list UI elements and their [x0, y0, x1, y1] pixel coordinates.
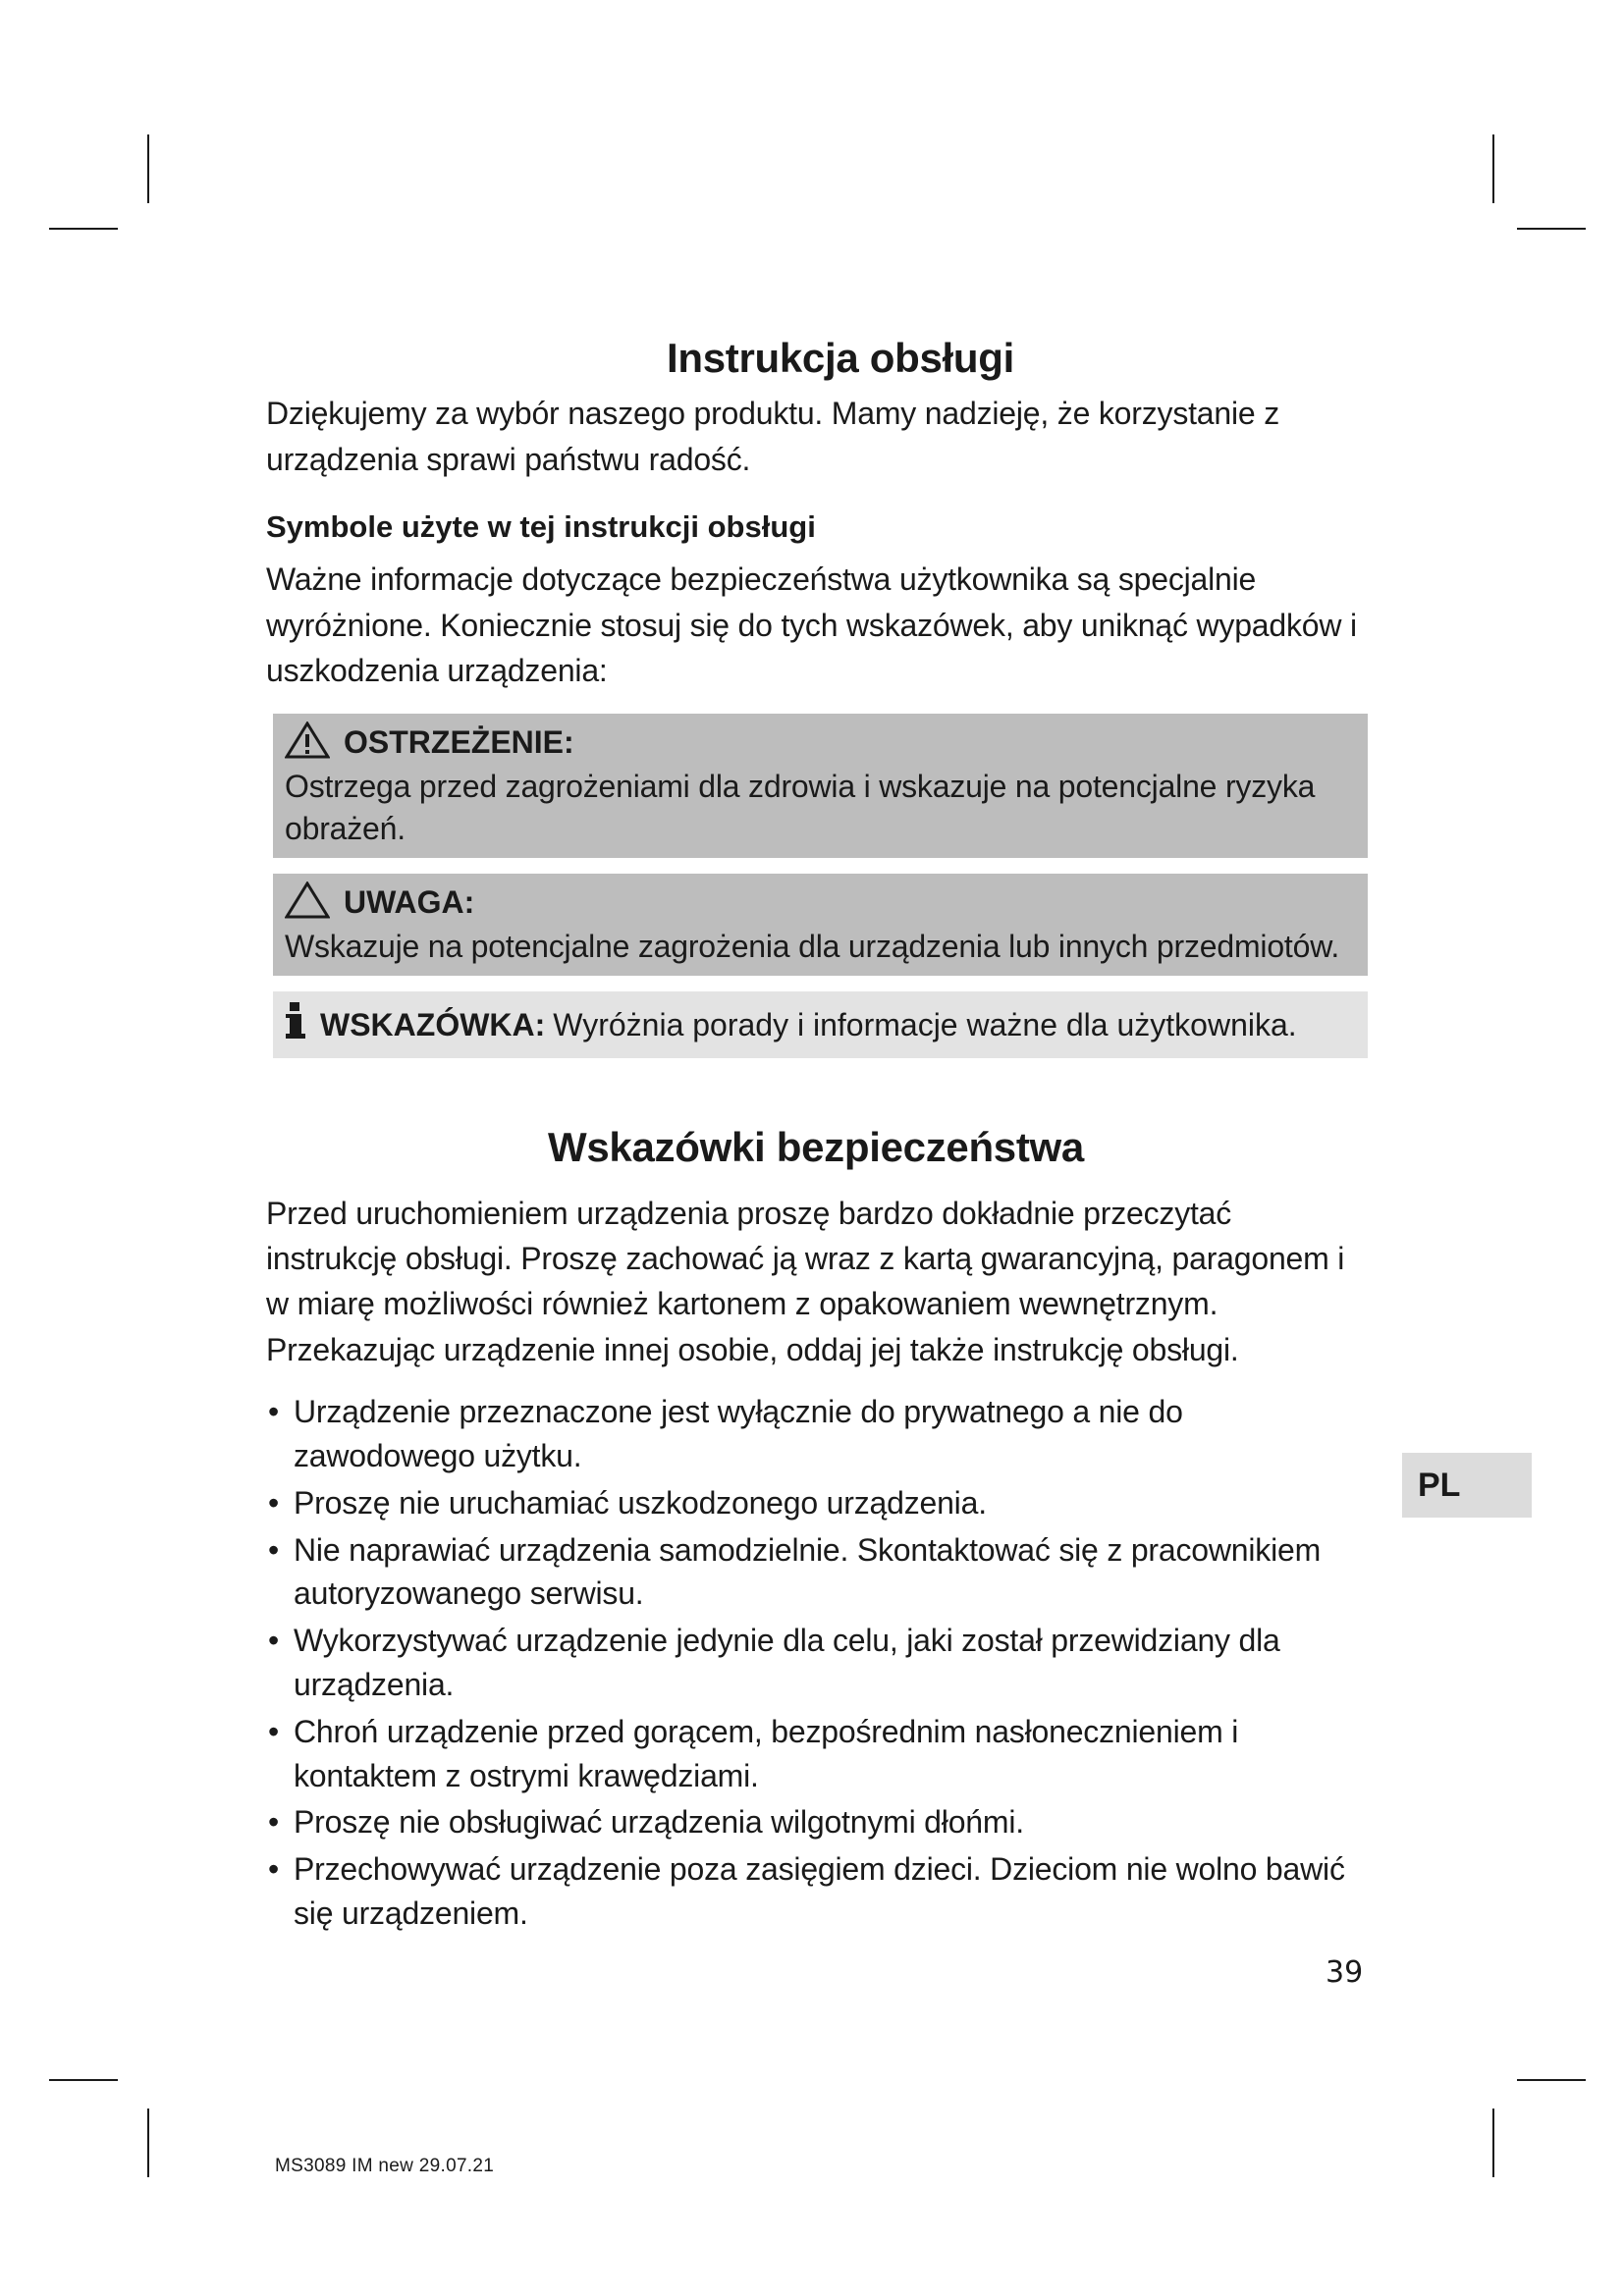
- caution-triangle-icon: [285, 881, 330, 924]
- list-item: • Proszę nie obsługiwać urządzenia wilgotnymi dłońmi.: [266, 1800, 1366, 1844]
- page-title: Instrukcja obsługi: [667, 335, 1014, 381]
- language-tab: PL: [1402, 1453, 1532, 1518]
- footer-code: MS3089 IM new 29.07.21: [275, 2156, 495, 2176]
- crop-mark: [1517, 2079, 1586, 2081]
- symbols-heading: Symbole użyte w tej instrukcji obsługi: [266, 509, 816, 545]
- page-content: [266, 334, 1366, 1939]
- warning-text: Ostrzega przed zagrożeniami dla zdrowia i wskazuje na potencjalne ryzyka obrażeń.: [285, 768, 1316, 846]
- list-item: • Proszę nie uruchamiać uszkodzonego urządzenia.: [266, 1481, 1366, 1525]
- safety-title: Wskazówki bezpieczeństwa: [548, 1124, 1084, 1171]
- safety-list: [266, 1390, 1366, 1936]
- list-item: • Nie naprawiać urządzenia samodzielnie. Skontaktować się z pracownikiem autoryzowanego serwisu.: [266, 1528, 1366, 1617]
- intro-paragraph: Dziękujemy za wybór naszego produktu. Mamy nadzieję, że korzystanie z urządzenia sprawi państwu radość.: [266, 396, 1279, 477]
- list-item: • Przechowywać urządzenie poza zasięgiem dzieci. Dzieciom nie wolno bawić się urządzeniem.: [266, 1847, 1366, 1936]
- symbols-paragraph: Ważne informacje dotyczące bezpieczeństwa użytkownika są specjalnie wyróżnione. Koniecznie stosuj się do tych wskazówek, aby uniknąć wypadków i uszkodzenia urządzenia:: [266, 561, 1357, 689]
- list-item: • Wykorzystywać urządzenie jedynie dla celu, jaki został przewidziany dla urządzenia.: [266, 1619, 1366, 1707]
- info-icon: [285, 1001, 306, 1048]
- caution-box: [273, 874, 1368, 976]
- safety-section: [266, 1123, 1366, 1936]
- list-item: • Urządzenie przeznaczone jest wyłącznie do prywatnego a nie do zawodowego użytku.: [266, 1390, 1366, 1478]
- page-number: 39: [1326, 1955, 1364, 1990]
- crop-mark: [147, 2109, 149, 2177]
- warning-title: OSTRZEŻENIE:: [344, 723, 574, 760]
- crop-mark: [49, 228, 118, 230]
- note-title: WSKAZÓWKA:: [320, 1006, 546, 1042]
- crop-mark: [1517, 228, 1586, 230]
- note-box: [273, 991, 1368, 1058]
- list-item: • Chroń urządzenie przed gorącem, bezpośrednim nasłonecznieniem i kontaktem z ostrymi krawędziami.: [266, 1710, 1366, 1798]
- note-text: Wyróżnia porady i informacje ważne dla użytkownika.: [553, 1006, 1297, 1042]
- warning-triangle-icon: [285, 721, 330, 764]
- warning-box: [273, 714, 1368, 858]
- crop-mark: [147, 134, 149, 203]
- crop-mark: [1492, 134, 1494, 203]
- safety-intro: Przed uruchomieniem urządzenia proszę bardzo dokładnie przeczytać instrukcję obsługi. Proszę zachować ją wraz z kartą gwarancyjną, paragonem i w miarę możliwości również kartonem z opakowaniem wewnętrznym. Przekazując urządzenie innej osobie, oddaj jej także instrukcję obsługi.: [266, 1195, 1345, 1367]
- crop-mark: [49, 2079, 118, 2081]
- caution-text: Wskazuje na potencjalne zagrożenia dla urządzenia lub innych przedmiotów.: [285, 929, 1340, 965]
- crop-mark: [1492, 2109, 1494, 2177]
- caution-title: UWAGA:: [344, 884, 475, 921]
